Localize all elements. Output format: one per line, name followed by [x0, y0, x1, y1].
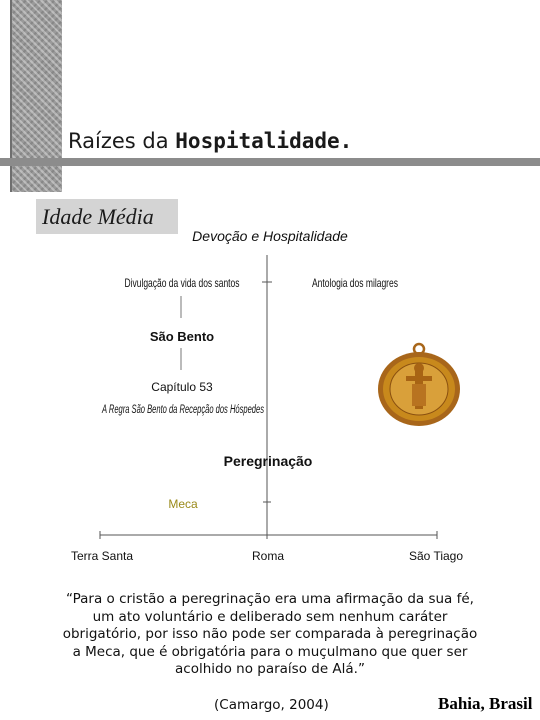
saint-benedict-medal-image [366, 340, 472, 432]
quote-line: a Meca, que é obrigatória para o muçulmano que quer ser [72, 643, 468, 660]
section-label: Idade Média [36, 199, 178, 234]
label-sao-tiago: São Tiago [408, 549, 464, 563]
label-regra: A Regra São Bento da Recepção dos Hóspedes [101, 404, 265, 416]
quote-line: acolhido no paraíso de Alá.” [175, 661, 365, 677]
label-terra-santa: Terra Santa [70, 549, 134, 563]
footer-location: Bahia, Brasil [438, 694, 533, 713]
label-peregrinacao: Peregrinação [223, 453, 313, 469]
label-sao-bento: São Bento [149, 329, 215, 344]
label-roma: Roma [251, 549, 285, 563]
label-meca: Meca [168, 497, 198, 511]
quote-line: “Para o cristão a peregrinação era uma afirmação da sua fé, [66, 591, 474, 607]
quote-block [30, 591, 510, 679]
slide-title-bold: Hospitalidade. [175, 129, 353, 153]
quote-line: um ato voluntário e deliberado sem nenhum caráter [92, 608, 448, 625]
label-divulgacao: Divulgação da vida dos santos [124, 276, 240, 290]
quote-line: obrigatório, por isso não pode ser comparada à peregrinação [62, 626, 478, 642]
quote-citation: (Camargo, 2004) [214, 697, 329, 713]
diagram-heading: Devoção e Hospitalidade [192, 228, 348, 244]
slide-title-prefix: Raízes da [68, 129, 176, 153]
label-capitulo: Capítulo 53 [151, 380, 213, 394]
label-antologia: Antologia dos milagres [312, 276, 398, 290]
